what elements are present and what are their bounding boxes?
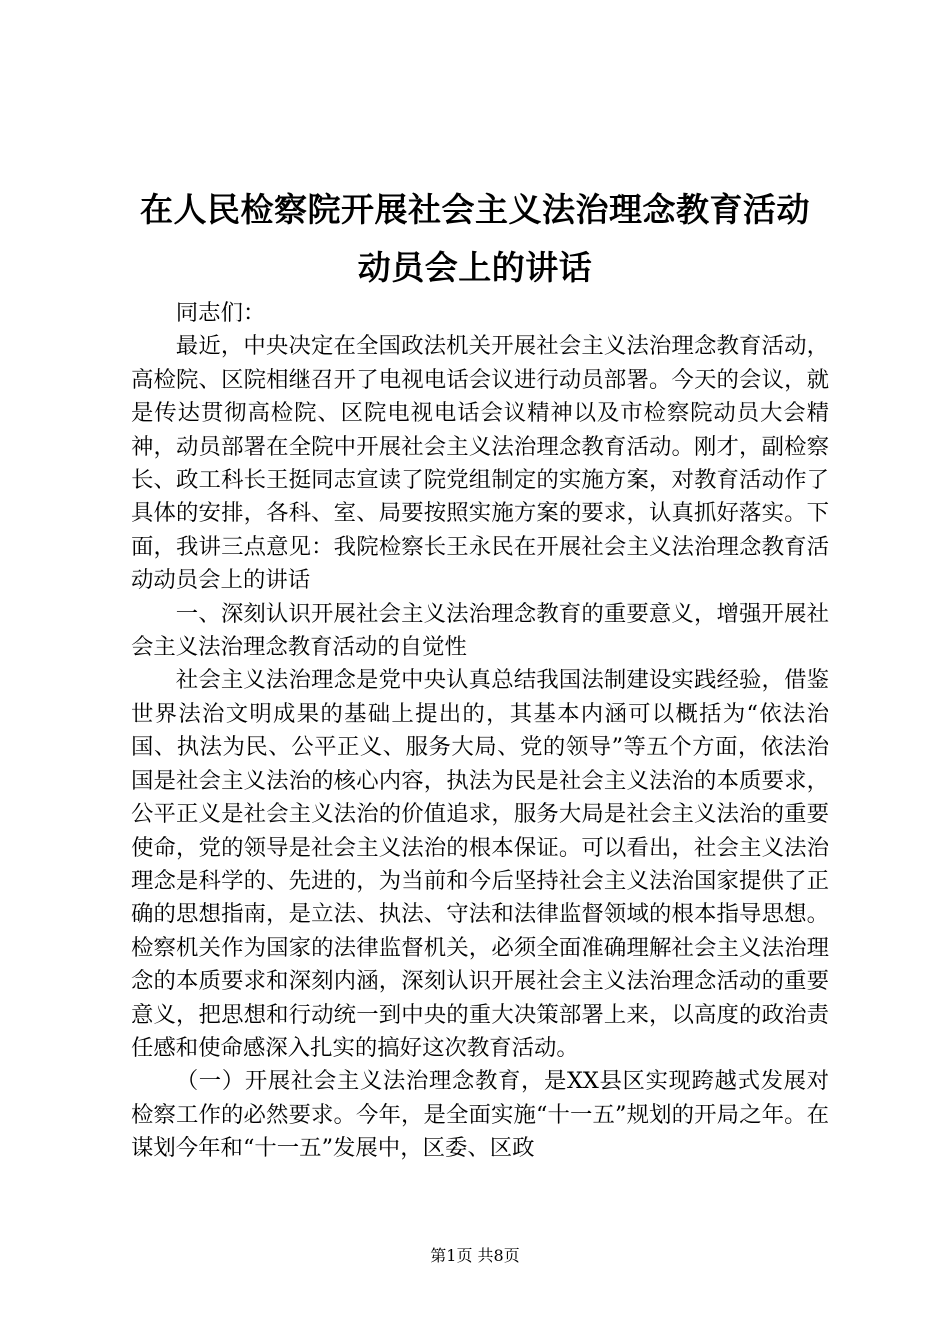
- body-paragraph: （一）开展社会主义法治理念教育，是XX县区实现跨越式发展对检察工作的必然要求。今年，是全面实施“十一五”规划的开局之年。在谋划今年和“十一五”发展中，区委、区政: [131, 1068, 829, 1162]
- salutation: 同志们：: [175, 300, 266, 326]
- section-heading: 一、深刻认识开展社会主义法治理念教育的重要意义，增强开展社会主义法治理念教育活动的自觉性: [131, 600, 829, 661]
- document-title-line-2: 动员会上的讲话: [357, 248, 593, 287]
- body-paragraph: 社会主义法治理念是党中央认真总结我国法制建设实践经验，借鉴世界法治文明成果的基础上提出的，其基本内涵可以概括为“依法治国、执法为民、公平正义、服务大局、党的领导”等五个方面，依法治国是社会主义法治的核心内容，执法为民是社会主义法治的本质要求，公平正义是社会主义法治的价值追求，服务大局是社会主义法治的重要使命，党的领导是社会主义法治的根本保证。可以看出，社会主义法治理念是科学的、先进的，为当前和今后坚持社会主义法治国家提供了正确的思想指南，是立法、执法、守法和法律监督领域的根本指导思想。检察机关作为国家的法律监督机关，必须全面准确理解社会主义法治理念的本质要求和深刻内涵，深刻认识开展社会主义法治理念活动的重要意义，把思想和行动统一到中央的重大决策部署上来，以高度的政治责任感和使命感深入扎实的搞好这次教育活动。: [131, 667, 829, 1061]
- page-number-footer: 第1页 共8页: [430, 1246, 520, 1265]
- body-paragraph: 最近，中央决定在全国政法机关开展社会主义法治理念教育活动，高检院、区院相继召开了电视电话会议进行动员部署。今天的会议，就是传达贯彻高检院、区院电视电话会议精神以及市检察院动员大会精神，动员部署在全院中开展社会主义法治理念教育活动。刚才，副检察长、政工科长王挺同志宣读了院党组制定的实施方案，对教育活动作了具体的安排，各科、室、局要按照实施方案的要求，认真抓好落实。下面，我讲三点意见：我院检察长王永民在开展社会主义法治理念教育活动动员会上的讲话: [131, 333, 829, 594]
- document-body: [131, 297, 829, 1166]
- document-title-line-1: 在人民检察院开展社会主义法治理念教育活动: [140, 190, 810, 229]
